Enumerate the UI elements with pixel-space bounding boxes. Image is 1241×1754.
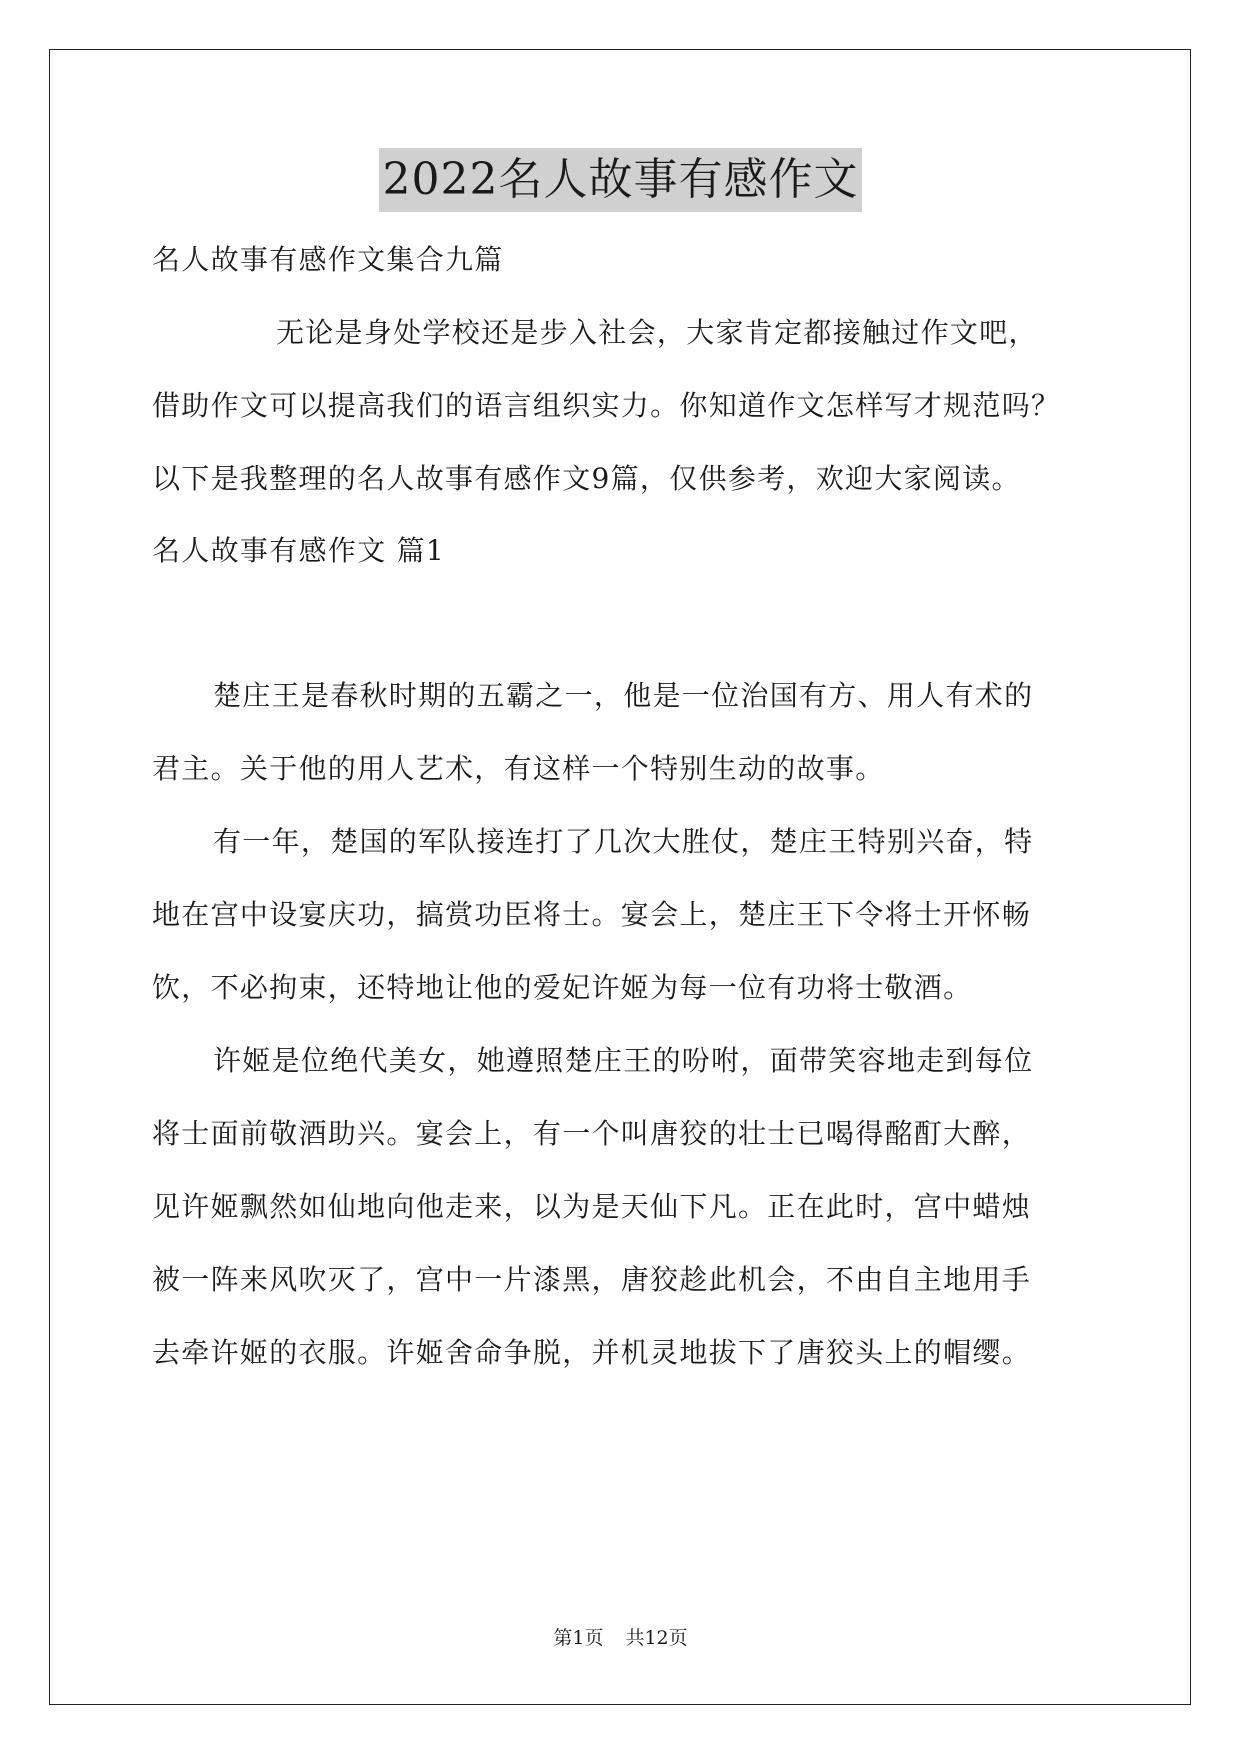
page-number: 第1页 [553, 1627, 604, 1649]
paragraph-line: 被一阵来风吹灭了，宫中一片漆黑，唐狡趁此机会，不由自主地用手 [152, 1263, 1032, 1296]
paragraph-line: 借助作文可以提高我们的语言组织实力。你知道作文怎样写才规范吗？ [152, 389, 1061, 422]
subtitle-line: 名人故事有感作文集合九篇 [152, 243, 504, 276]
page-border [49, 49, 1191, 1705]
page-total: 共12页 [625, 1627, 688, 1649]
paragraph-line: 去牵许姬的衣服。许姬舍命争脱，并机灵地拔下了唐狡头上的帽缨。 [152, 1336, 1032, 1369]
section-heading: 名人故事有感作文 篇1 [152, 534, 446, 567]
paragraph-line: 无论是身处学校还是步入社会，大家肯定都接触过作文吧， [276, 316, 1038, 349]
paragraph-line: 饮，不必拘束，还特地让他的爱妃许姬为每一位有功将士敬酒。 [152, 971, 973, 1004]
paragraph-line: 将士面前敬酒助兴。宴会上，有一个叫唐狡的壮士已喝得酩酊大醉， [152, 1117, 1032, 1150]
document-title: 2022名人故事有感作文 [379, 148, 863, 212]
paragraph-line: 君主。关于他的用人艺术，有这样一个特别生动的故事。 [152, 752, 885, 785]
paragraph-line: 楚庄王是春秋时期的五霸之一，他是一位治国有方、用人有术的 [213, 679, 1034, 712]
page-footer [0, 1626, 1241, 1650]
paragraph-line: 有一年，楚国的军队接连打了几次大胜仗，楚庄王特别兴奋，特 [213, 825, 1034, 858]
title-container [0, 148, 1241, 212]
paragraph-line: 许姬是位绝代美女，她遵照楚庄王的吩咐，面带笑容地走到每位 [213, 1044, 1034, 1077]
paragraph-line: 以下是我整理的名人故事有感作文9篇，仅供参考，欢迎大家阅读。 [152, 462, 1021, 495]
paragraph-line: 见许姬飘然如仙地向他走来，以为是天仙下凡。正在此时，宫中蜡烛 [152, 1190, 1032, 1223]
paragraph-line: 地在宫中设宴庆功，搞赏功臣将士。宴会上，楚庄王下令将士开怀畅 [152, 898, 1032, 931]
